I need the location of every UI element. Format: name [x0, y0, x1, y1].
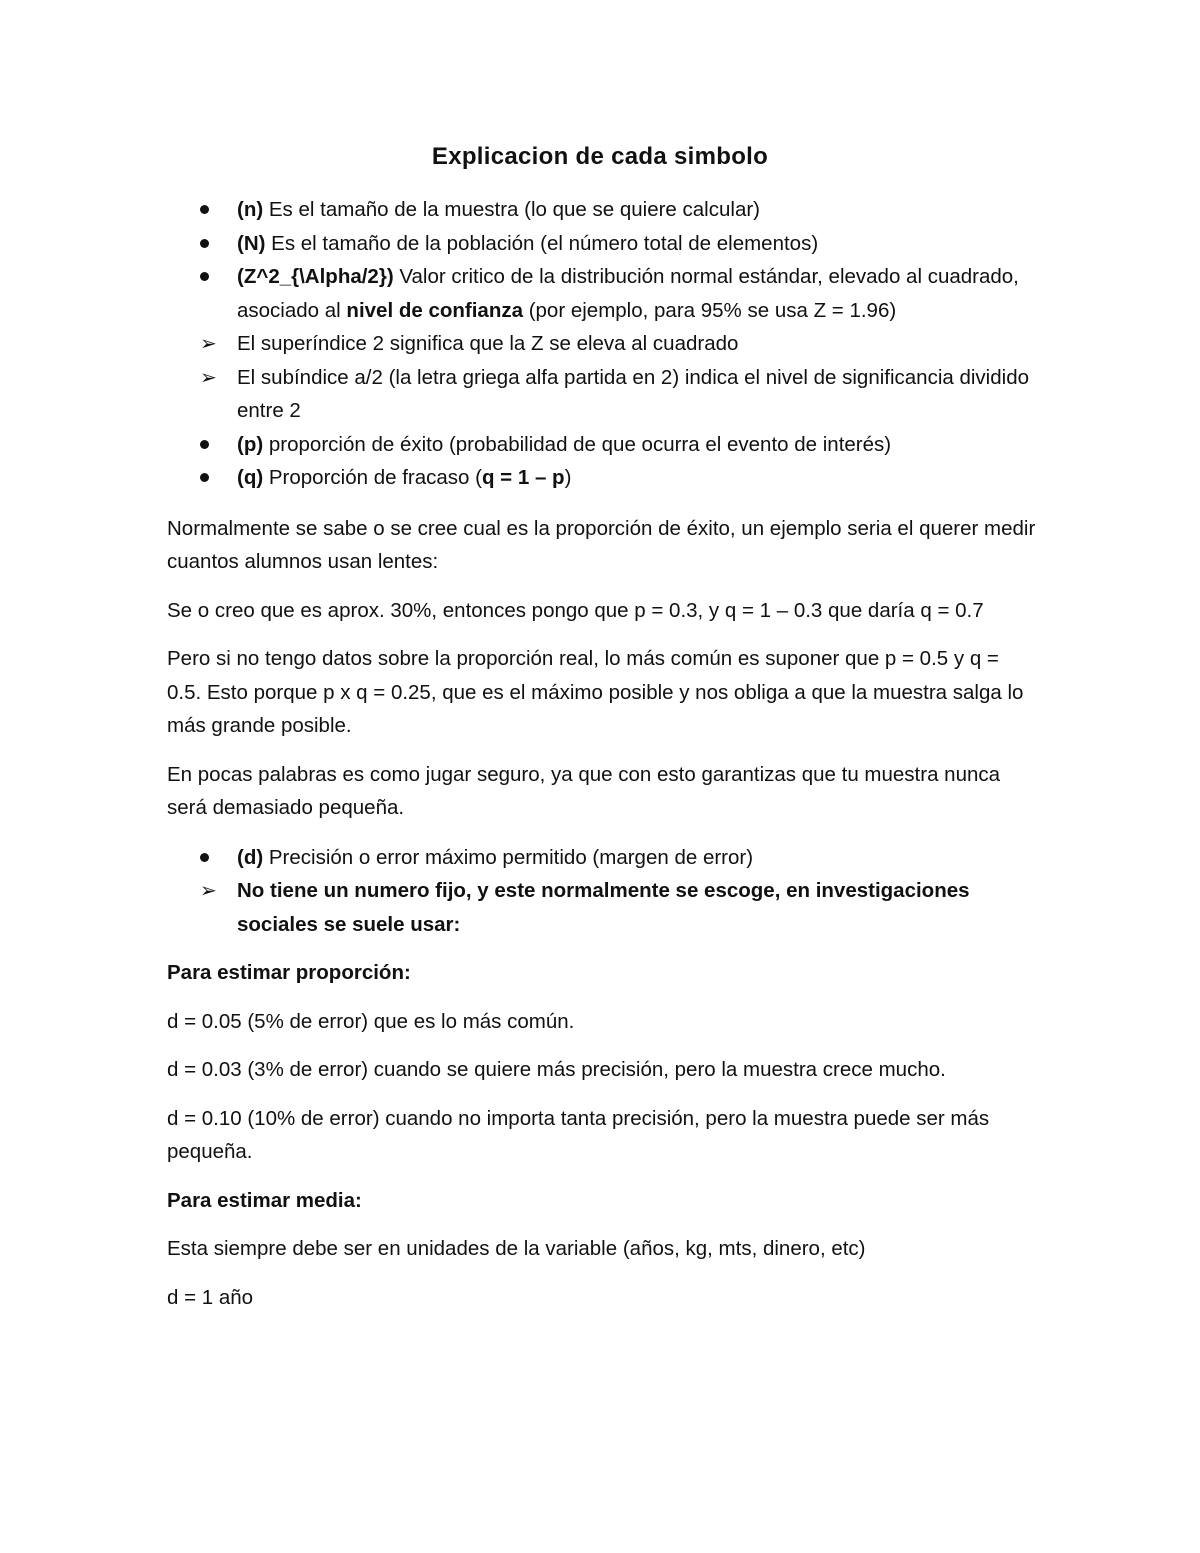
- section-heading-text: Para estimar media:: [167, 1188, 362, 1212]
- section-heading: [167, 1184, 1037, 1218]
- sub-item-text: El subíndice a/2 (la letra griega alfa partida en 2) indica el nivel de significancia dividido entre 2: [237, 365, 1029, 422]
- list-item-N: [167, 227, 1037, 261]
- paragraph: Pero si no tengo datos sobre la proporción real, lo más común es suponer que p = 0.5 y q = 0.5. Esto porque p x q = 0.25, que es el máximo posible y nos obliga a que la muestra salga lo más grande posible.: [167, 647, 1024, 737]
- list-item-d: [167, 841, 1037, 875]
- formula-text: q = 1 – p: [481, 466, 565, 489]
- symbol-description: Precisión o error máximo permitido (margen de error): [263, 845, 754, 869]
- paragraph: Normalmente se sabe o se cree cual es la proporción de éxito, un ejemplo seria el querer medir cuantos alumnos usan lentes:: [167, 516, 1036, 573]
- bullet-icon: [200, 841, 224, 875]
- bullet-icon: [200, 260, 224, 294]
- bullet-icon: [200, 193, 224, 227]
- symbol-label: (q): [237, 466, 264, 489]
- paragraph: En pocas palabras es como jugar seguro, ya que con esto garantizas que tu muestra nunca será demasiado pequeña.: [167, 762, 1001, 819]
- sub-item-text: El superíndice 2 significa que la Z se eleva al cuadrado: [237, 332, 739, 355]
- sub-item-subscript: [167, 361, 1037, 428]
- symbol-description: Proporción de fracaso (: [263, 466, 482, 489]
- section-heading-text: Para estimar proporción:: [167, 961, 411, 984]
- arrow-bullet-icon: ➢: [200, 878, 217, 902]
- list-item-p: [167, 428, 1037, 462]
- sub-item-precision: [167, 874, 1037, 941]
- paragraph: Se o creo que es aprox. 30%, entonces pongo que p = 0.3, y q = 1 – 0.3 que daría q = 0.7: [167, 598, 984, 622]
- arrow-bullet-icon: ➢: [200, 364, 217, 389]
- symbol-description: Valor critico de la distribución normal estándar, elevado al cuadrado, asociado al: [237, 265, 1019, 322]
- paragraph: d = 0.03 (3% de error) cuando se quiere más precisión, pero la muestra crece mucho.: [167, 1058, 946, 1081]
- bullet-icon: [200, 227, 224, 261]
- bullet-icon: [200, 461, 224, 495]
- bullet-icon: [200, 428, 224, 462]
- list-item-z: [167, 260, 1037, 327]
- sub-item-superscript: [167, 327, 1037, 361]
- symbol-description: Es el tamaño de la muestra (lo que se quiere calcular): [263, 198, 760, 221]
- symbol-label: (N): [237, 231, 266, 255]
- symbol-label: (n): [237, 198, 264, 221]
- sub-item-text: No tiene un numero fijo, y este normalmente se escoge, en investigaciones sociales se suele usar:: [237, 879, 970, 936]
- symbol-label: (d): [237, 845, 264, 869]
- precision-list: [167, 841, 1037, 942]
- arrow-bullet-icon: ➢: [200, 331, 217, 355]
- paragraph: d = 0.05 (5% de error) que es lo más común.: [167, 1009, 575, 1033]
- emphasis-text: nivel de confianza: [346, 298, 523, 322]
- section-heading: [167, 956, 1037, 990]
- symbol-label: (Z^2_{\Alpha/2}): [237, 265, 394, 288]
- list-item-q: [167, 461, 1037, 495]
- symbol-description-tail: ): [564, 466, 572, 489]
- symbol-description-tail: (por ejemplo, para 95% se usa Z = 1.96): [523, 298, 897, 322]
- paragraph: d = 0.10 (10% de error) cuando no importa tanta precisión, pero la muestra puede ser más pequeña.: [167, 1106, 990, 1163]
- symbol-list: [167, 193, 1037, 495]
- list-item-n: [167, 193, 1037, 227]
- paragraph: d = 1 año: [167, 1285, 254, 1309]
- document-title: Explicacion de cada simbolo: [431, 143, 769, 170]
- paragraph: Esta siempre debe ser en unidades de la variable (años, kg, mts, dinero, etc): [167, 1237, 866, 1260]
- symbol-description: proporción de éxito (probabilidad de que ocurra el evento de interés): [263, 432, 892, 456]
- symbol-label: (p): [237, 432, 264, 456]
- symbol-description: Es el tamaño de la población (el número total de elementos): [265, 231, 819, 255]
- document-body: [167, 193, 1037, 1314]
